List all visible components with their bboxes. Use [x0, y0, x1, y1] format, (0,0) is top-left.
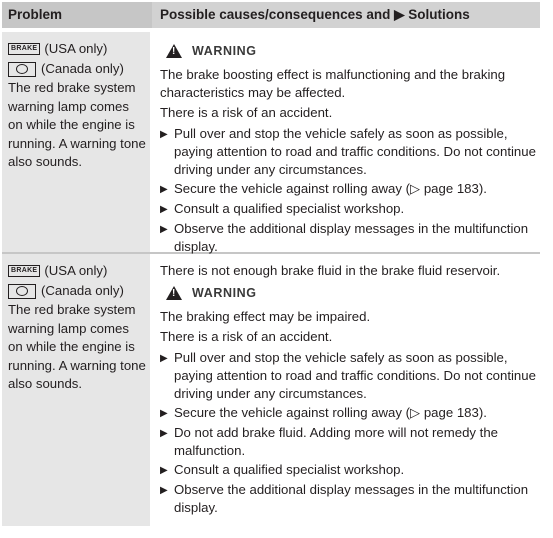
list-item: ▶ Pull over and stop the vehicle safely as soon as possible, paying attention to road and traffic conditions. Do not continue driving under any circumstances.	[160, 126, 536, 177]
problem-description: The red brake system warning lamp comes on while the engine is running. A warning tone also sounds.	[8, 80, 146, 169]
solution-cell	[152, 254, 540, 526]
list-item: ▶ Consult a qualified specialist workshop.	[160, 461, 536, 480]
brake-warning-symbol-icon	[8, 62, 36, 77]
problem-cell	[2, 254, 150, 526]
arrow-bullet-icon: ▶	[160, 408, 168, 419]
arrow-bullet-icon: ▶	[160, 485, 168, 496]
cause-text: There is not enough brake fluid in the brake fluid reservoir.	[160, 263, 501, 278]
arrow-bullet-icon: ▶	[160, 184, 168, 195]
table-row	[2, 32, 540, 252]
brake-lamp-icon: BRAKE	[8, 43, 40, 55]
list-item: ▶ Do not add brake fluid. Adding more will not remedy the malfunction.	[160, 425, 499, 458]
problem-description: The red brake system warning lamp comes on while the engine is running. A warning tone also sounds.	[8, 302, 146, 391]
problem-cell	[2, 32, 150, 252]
arrow-bullet-icon: ▶	[160, 204, 168, 215]
list-item: ▶ Observe the additional display messages in the multifunction display.	[160, 482, 529, 515]
troubleshooting-table	[2, 2, 540, 526]
arrow-bullet-icon: ▶	[160, 129, 168, 140]
warning-text: The brake boosting effect is malfunctioning and the braking characteristics may be affected.	[160, 67, 506, 100]
list-item: ▶ Pull over and stop the vehicle safely as soon as possible, paying attention to road and traffic conditions. Do not continue driving under any circumstances.	[160, 350, 536, 401]
header-solutions: Possible causes/consequences and ▶ Solutions	[152, 2, 540, 28]
list-item: ▶ Observe the additional display messages in the multifunction display.	[160, 221, 529, 254]
warning-triangle-icon	[166, 286, 182, 300]
arrow-bullet-icon: ▶	[160, 224, 168, 235]
header-problem: Problem	[8, 7, 63, 22]
list-item: ▶ Secure the vehicle against rolling away (▷ page 183).	[160, 404, 536, 423]
list-item: ▶ Secure the vehicle against rolling away (▷ page 183).	[160, 180, 536, 199]
risk-text: There is a risk of an accident.	[160, 105, 333, 120]
brake-warning-symbol-icon	[8, 284, 36, 299]
table-row	[2, 254, 540, 526]
warning-heading: ! WARNING	[166, 42, 536, 60]
usa-only-label: (USA only)	[44, 40, 108, 56]
solution-cell	[152, 32, 540, 252]
table-header	[2, 2, 540, 28]
risk-text: There is a risk of an accident.	[160, 329, 333, 344]
warning-text: The braking effect may be impaired.	[160, 309, 371, 324]
canada-only-label: (Canada only)	[41, 282, 124, 298]
brake-lamp-icon: BRAKE	[8, 265, 40, 277]
usa-only-label: (USA only)	[44, 262, 108, 278]
arrow-bullet-icon: ▶	[160, 465, 168, 476]
arrow-bullet-icon: ▶	[160, 353, 168, 364]
arrow-bullet-icon: ▶	[160, 428, 168, 439]
list-item: ▶ Consult a qualified specialist workshop.	[160, 200, 536, 219]
canada-only-label: (Canada only)	[41, 60, 124, 76]
warning-triangle-icon	[166, 44, 182, 58]
warning-heading: ! WARNING	[166, 284, 536, 302]
